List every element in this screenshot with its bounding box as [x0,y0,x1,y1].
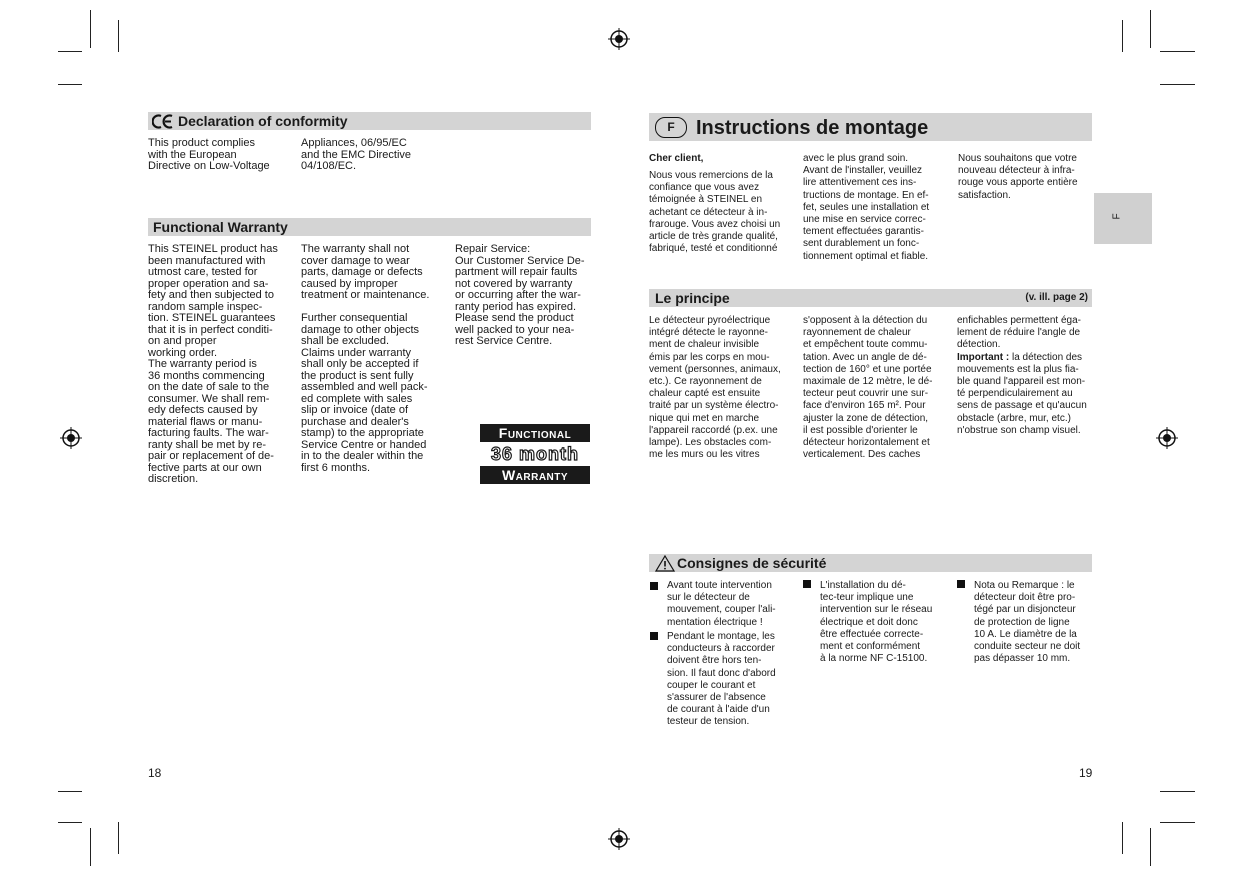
registration-mark-left [60,427,82,449]
securite-header [649,554,1092,572]
warranty-col1: This STEINEL product has been manufactured with utmost care, tested for proper operation and sa- fety and then subjected to random sample inspec- tion. STEINEL guarantees that it is in perfect conditi- on and proper working order. The warranty period is 36 months commencing on the date of sale to the consumer. We shall rem- edy defects caused by material flaws or manu- facturing faults. The war- ranty shall be met by re- pair or replacement of de- fective parts at our own discretion. [148,243,278,485]
montage-col2: avec le plus grand soin. Avant de l'installer, veuillez lire attentivement ces ins- tructions de montage. En ef- fet, seules une installation et une mise en service correc- tement effectuées garantis- sent durablement un fonc- tionnement optimal et fiable. [803,153,930,262]
warranty-header [148,218,591,236]
securite-bullet-2: Pendant le montage, les conducteurs à raccorder doivent être hors ten- sion. Il faut donc d'abord couper le courant et s'assurer de l'absence de courant à l'aide d'un testeur de tension. [667,631,776,728]
language-circle-label: F [667,120,675,134]
montage-title: Instructions de montage [696,117,929,139]
page-number-left: 18 [148,766,162,780]
side-tab-label: F [1111,213,1123,220]
ce-mark-icon [152,114,174,129]
warranty-title: Functional Warranty [153,219,288,235]
principe-col2: s'opposent à la détection du rayonnement de chaleur et empêchent toute commu- tation. Avec un angle de dé- tection de 160° et une portée maximale de 12 mètre, le dé- tecteur peut couvrir une sur- face d'environ 165 m². Pour ajuster la zone de détection, il est possible d'orienter le détecteur horizontalement et verticalement. Des caches [803,315,933,461]
securite-title: Consignes de sécurité [677,555,827,571]
principe-col3 [957,315,1107,437]
principe-header [649,289,1092,307]
conformity-title: Declaration of conformity [178,113,348,129]
registration-mark-top [608,28,630,50]
bullet-square [650,632,658,640]
securite-bullet-1: Avant toute intervention sur le détecteur de mouvement, couper l'ali- mentation électrique ! [667,580,776,628]
securite-bullet-3: L'installation du dé- tec-teur implique une intervention sur le réseau électrique et doit donc être effectuée correcte- ment et conformément à la norme NF C-15100. [820,580,933,665]
registration-mark-right [1156,427,1178,449]
principe-col3-a: enfichables permettent éga- lement de réduire l'angle de détection. [957,315,1081,351]
montage-greeting: Cher client, [649,153,704,164]
bullet-square [957,580,965,588]
principe-title: Le principe [655,290,730,306]
conformity-col2: Appliances, 06/95/EC and the EMC Directive 04/108/EC. [301,137,412,172]
principe-col3-b: la détection des mouvements est la plus fia- ble quand l'appareil est mon- té perpendiculairement au sens de passage et qu'aucun obstacle (arbre, mur, etc.) n'obstrue son champ visuel. [957,351,1087,436]
bullet-square [650,582,658,590]
language-circle [655,117,687,138]
badge-bottom: Warranty [480,466,590,484]
montage-col1: Nous vous remercions de la confiance que vous avez témoignée à STEINEL en achetant ce détecteur à in- frarouge. Vous avez choisi un article de très grande qualité, fabriqué, testé et conditionné [649,170,781,255]
principe-col1: Le détecteur pyroélectrique intégré détecte le rayonne- ment de chaleur invisible émis par les corps en mou- vement (personnes, animaux, etc.). Ce rayonnement de chaleur capté est ensuite traité par un système électro- nique qui met en marche l'appareil raccordé (p.ex. une lampe). Les obstacles com- me les murs ou les vitres [649,315,781,461]
warning-triangle-icon [655,555,675,572]
warranty-col3: Repair Service: Our Customer Service De- partment will repair faults not covered by warranty or occurring after the war- ranty period has expired. Please send the product well packed to your nea- rest Service Centre. [455,243,585,347]
page-number-right: 19 [1079,766,1093,780]
principe-ref: (v. ill. page 2) [1025,292,1088,303]
warranty-col2: The warranty shall not cover damage to wear parts, damage or defects caused by improper treatment or maintenance. Further consequential damage to other objects shall be excluded. Claims under warranty shall only be accepted if the product is sent fully assembled and well pack- ed complete with sales slip or invoice (date of purchase and dealer's stamp) to the appropriate Service Centre or handed in to the dealer within the first 6 months. [301,243,430,474]
bullet-square [803,580,811,588]
conformity-col1: This product complies with the European Directive on Low-Voltage [148,137,270,172]
montage-col3: Nous souhaitons que votre nouveau détecteur à infra- rouge vous apporte entière satisfaction. [958,153,1078,201]
badge-middle: 36 month [490,444,579,464]
badge-top: Functional [480,424,590,442]
principe-important-label: Important : [957,351,1010,363]
securite-bullet-4: Nota ou Remarque : le détecteur doit être pro- tégé par un disjoncteur de protection de ligne 10 A. Le diamètre de la conduite secteur ne doit pas dépasser 10 mm. [974,580,1081,665]
conformity-header [148,112,591,130]
registration-mark-bottom [608,828,630,850]
montage-header [649,113,1092,141]
